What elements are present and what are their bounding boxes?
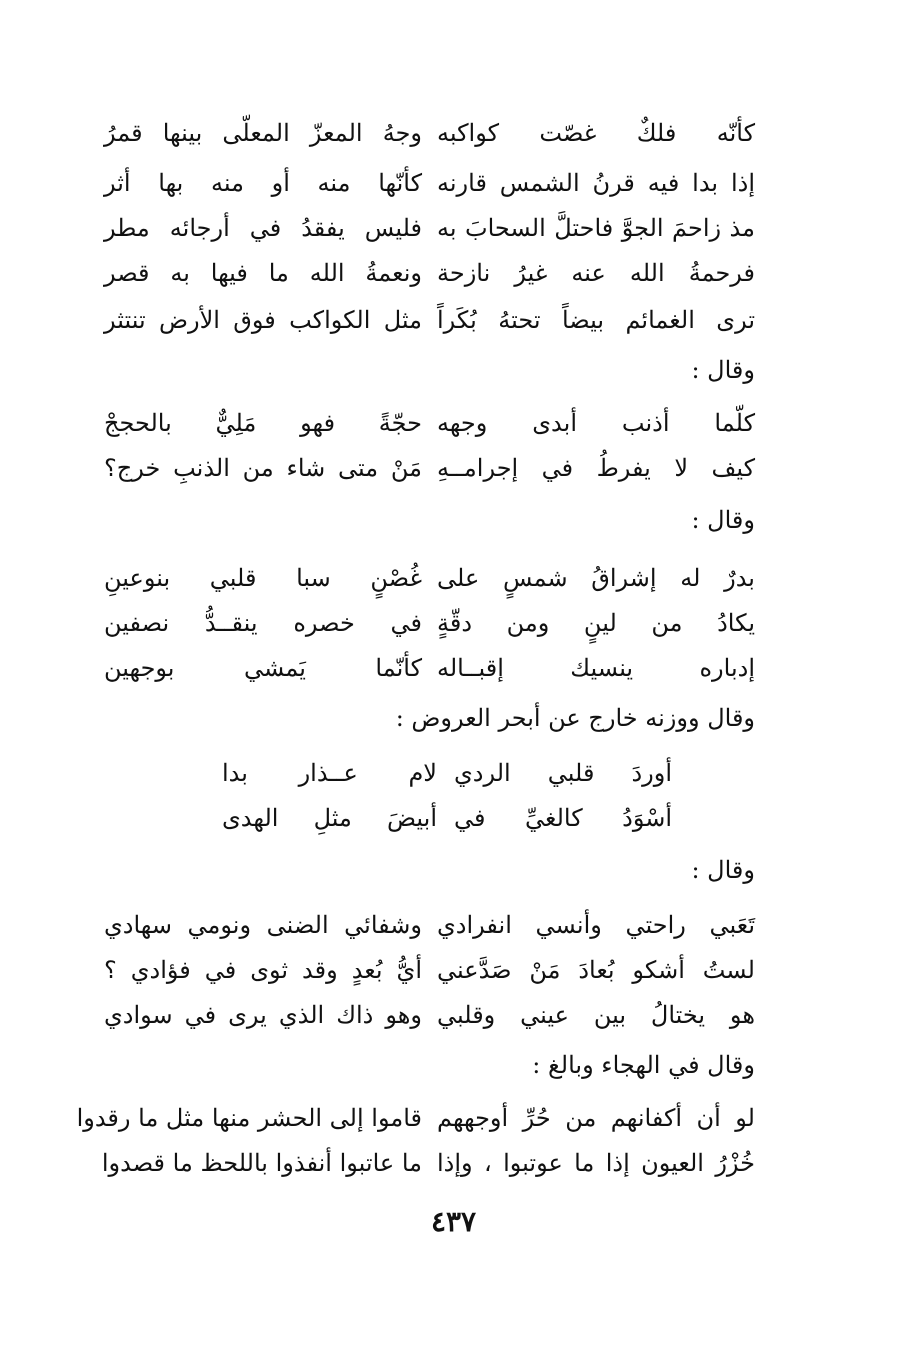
verse-second-hemistich: وهو ذاك الذي يرى في سوادي <box>104 1001 422 1029</box>
verse-first-hemistich: كيف لا يفرطُ في إجرامــهِ <box>437 454 755 482</box>
verse-first-hemistich: كلّما أذنب أبدى وجهه <box>437 409 755 437</box>
verse-first-hemistich: يكادُ من لينٍ ومن دقّةٍ <box>437 609 755 637</box>
verse-first-hemistich: لو أن أكفانهم من حُرِّ أوجههم <box>437 1104 755 1132</box>
verse-first-hemistich: لستُ أشكو بُعادَ مَنْ صَدَّعني <box>437 956 755 984</box>
verse-first-hemistich: أسْوَدُ كالغيِّ في <box>454 804 672 832</box>
verse-first-hemistich: إدباره ينسيك إقبــاله <box>437 654 755 682</box>
verse-second-hemistich: وشفائي الضنى ونومي سهادي <box>104 911 422 939</box>
verse-second-hemistich: وجهُ المعزّ المعلّى بينها قمرُ <box>104 119 422 147</box>
poem-intro: وقال في الهجاء وبالغ : <box>532 1051 755 1079</box>
verse-second-hemistich: ما عاتبوا أنفذوا باللحظ ما قصدوا <box>101 1149 422 1177</box>
verse-first-hemistich: بدرٌ له إشراقُ شمسٍ على <box>437 564 755 592</box>
verse-second-hemistich: قاموا إلى الحشر منها مثل ما رقدوا <box>76 1104 422 1132</box>
poem-intro: وقال : <box>691 856 755 884</box>
verse-second-hemistich: ونعمةُ الله ما فيها به قصر <box>104 259 422 287</box>
verse-second-hemistich: أيُّ بُعدٍ وقد ثوى في فؤادي ؟ <box>104 956 422 984</box>
page-number: ٤٣٧ <box>430 1205 477 1238</box>
verse-first-hemistich: هو يختالُ بين عيني وقلبي <box>437 1001 755 1029</box>
verse-first-hemistich: مذ زاحمَ الجوَّ فاحتلَّ السحابَ به <box>437 214 755 242</box>
verse-first-hemistich: إذا بدا فيه قرنُ الشمس قارنه <box>437 169 755 197</box>
poem-intro: وقال : <box>691 506 755 534</box>
verse-first-hemistich: أوردَ قلبي الردي <box>454 759 672 787</box>
verse-second-hemistich: في خصره ينقــدُّ نصفين <box>104 609 422 637</box>
poem-intro: وقال : <box>691 356 755 384</box>
verse-first-hemistich: تَعَبي راحتي وأنسي انفرادي <box>437 911 755 939</box>
verse-second-hemistich: لام عــذار بدا <box>222 759 437 787</box>
verse-second-hemistich: كأنّها منه أو منه بها أثر <box>104 169 422 197</box>
verse-first-hemistich: خُزْرُ العيون إذا ما عوتبوا ، وإذا <box>437 1149 755 1177</box>
poem-intro: وقال ووزنه خارج عن أبحر العروض : <box>395 704 755 732</box>
verse-second-hemistich: مَنْ متى شاء من الذنبِ خرج؟ <box>104 454 422 482</box>
verse-second-hemistich: حجّةً فهو مَلِيٌّ بالحججْ <box>104 409 422 437</box>
verse-second-hemistich: كأنّما يَمشي بوجهين <box>104 654 422 682</box>
verse-second-hemistich: مثل الكواكب فوق الأرض تنتثر <box>104 306 422 334</box>
verse-first-hemistich: ترى الغمائم بيضاً تحتهُ بُكَراً <box>437 306 755 334</box>
verse-second-hemistich: غُصْنٍ سبا قلبي بنوعينِ <box>104 564 422 592</box>
verse-first-hemistich: فرحمةُ الله عنه غيرُ نازحة <box>437 259 755 287</box>
verse-first-hemistich: كأنّه فلكٌ غصّت كواكبه <box>437 119 755 147</box>
verse-second-hemistich: فليس يفقدُ في أرجائه مطر <box>104 214 422 242</box>
verse-second-hemistich: أبيضَ مثلِ الهدى <box>222 804 437 832</box>
